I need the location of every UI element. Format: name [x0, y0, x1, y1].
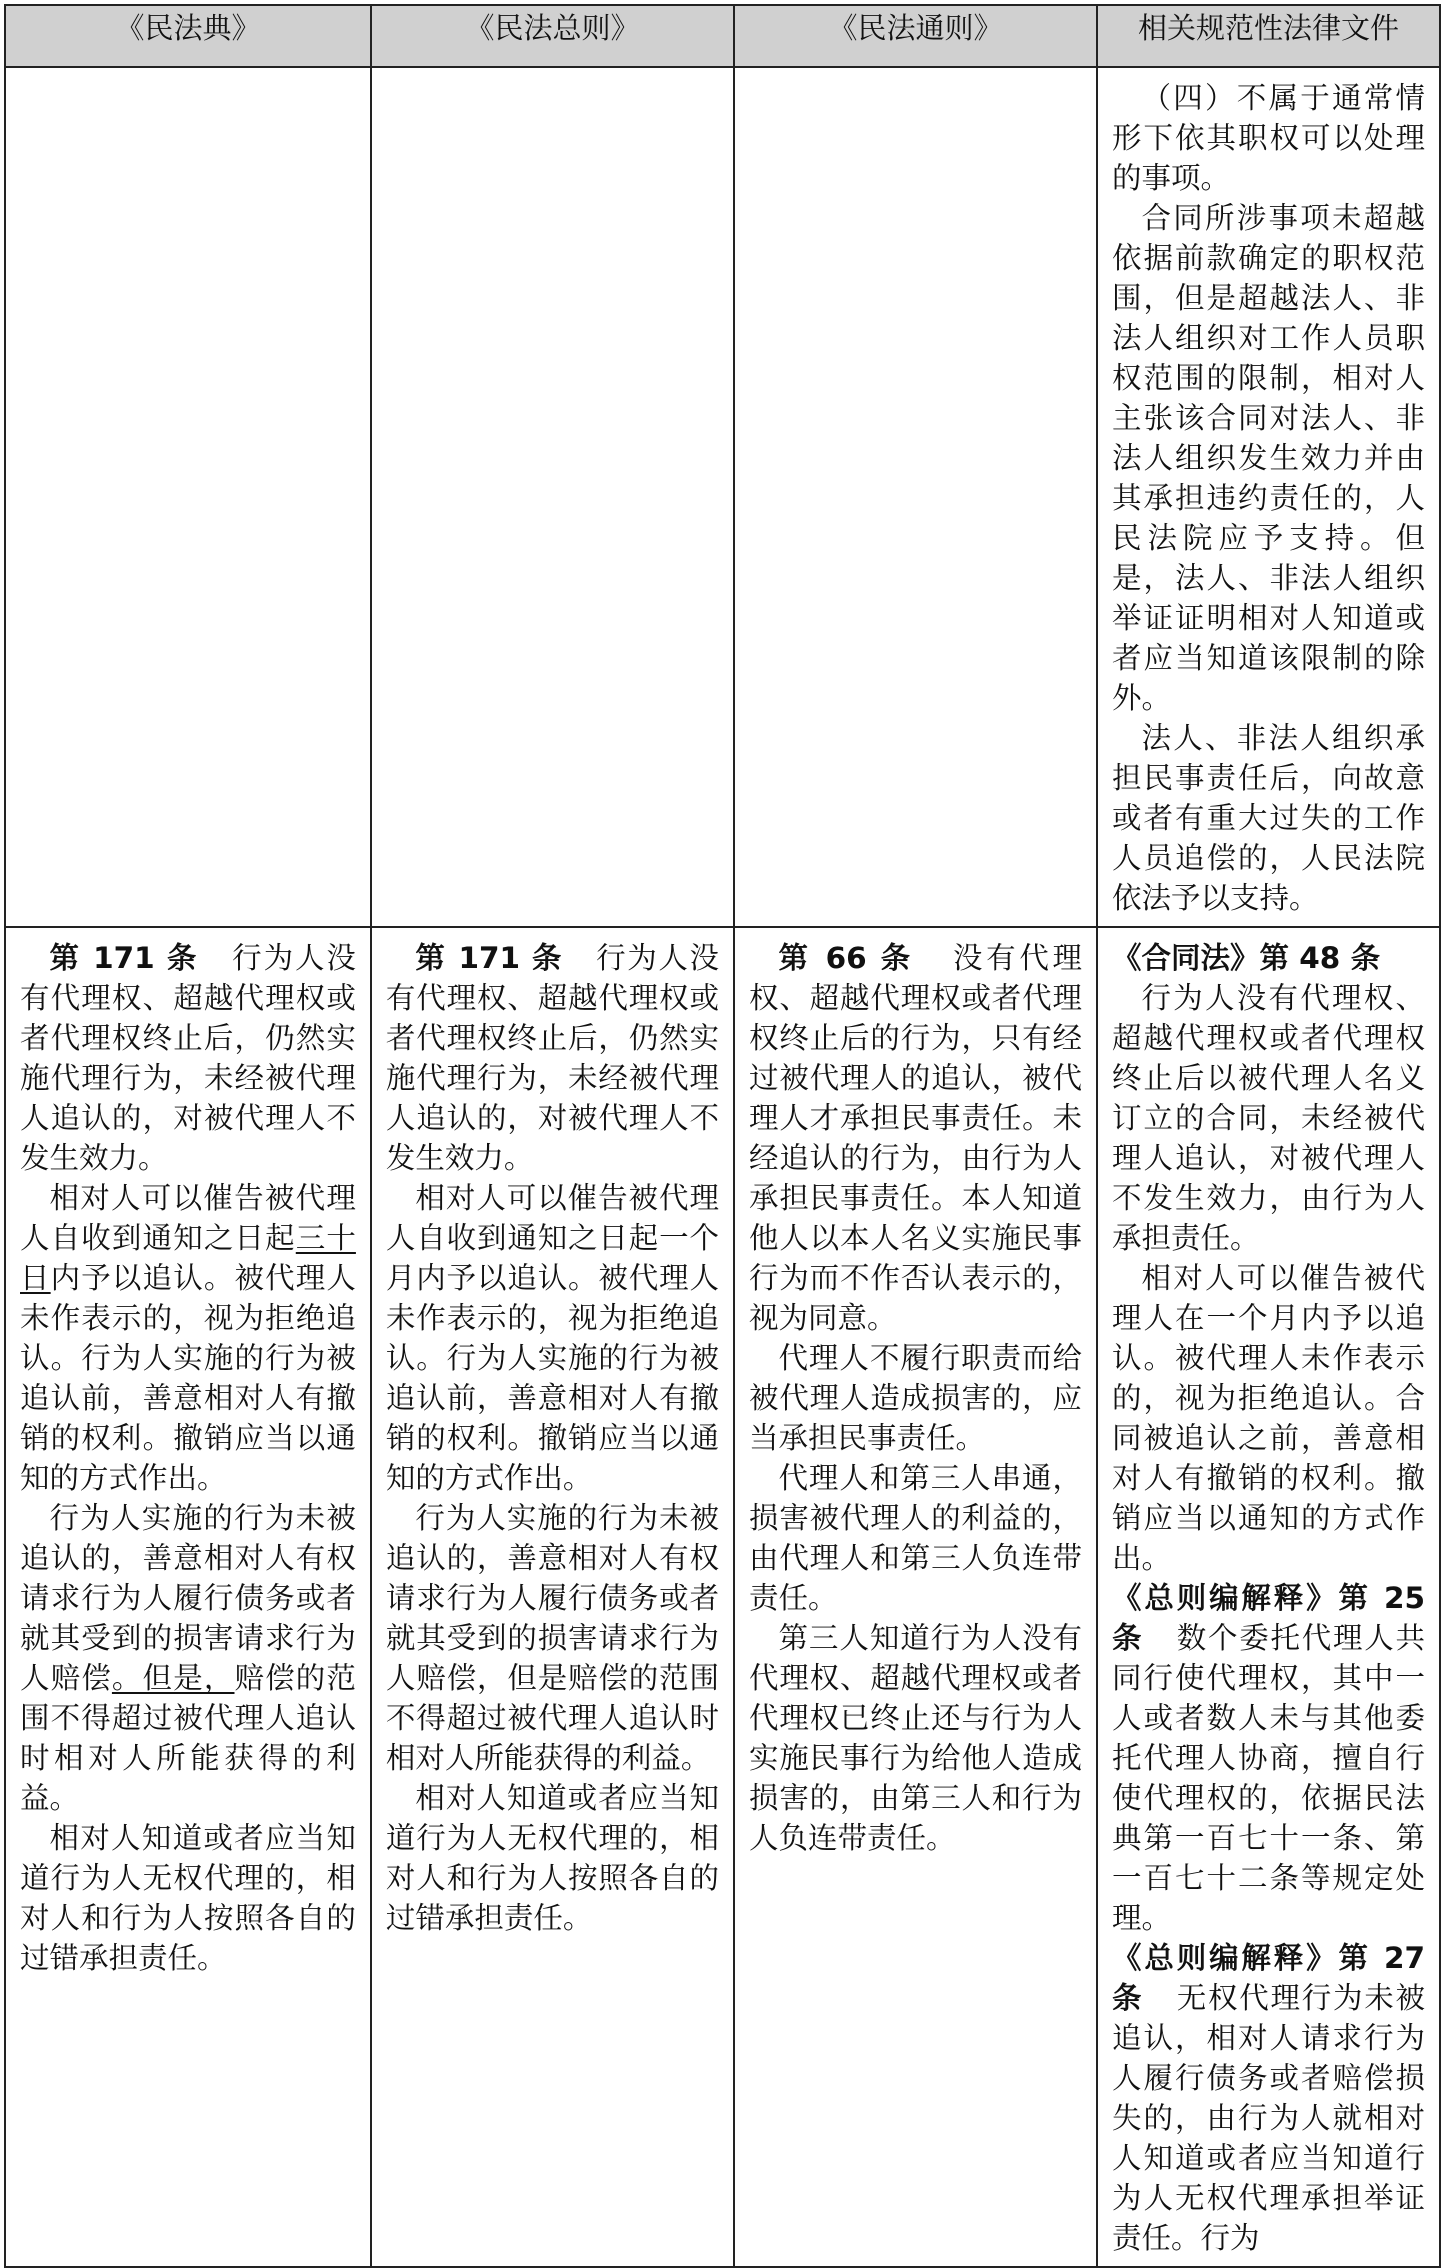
reference-text: 数个委托代理人共同行使代理权，其中一人或者数人未与其他委托代理人协商，擅自行使代理权的，依据民法典第一百七十一条、第一百七十二条等规定处理。: [1112, 1621, 1425, 1935]
table-row: [5, 67, 1440, 927]
article-number: 第 171 条: [415, 941, 564, 975]
article-paragraph: [20, 1498, 356, 1818]
general-provisions-article-171-cell: [371, 927, 734, 2267]
amended-text: 三十日: [20, 1221, 356, 1295]
reference-heading: 《合同法》第 48 条: [1112, 941, 1381, 975]
article-paragraph: 行为人实施的行为未被追认的，善意相对人有权请求行为人履行债务或者就其受到的损害请求行为人赔偿，但是赔偿的范围不得超过被代理人追认时相对人所能获得的利益。: [385, 1501, 719, 1775]
reference-title: [1112, 938, 1425, 978]
reference-text: 无权代理行为未被追认，相对人请求行为人履行债务或者赔偿损失的，由行为人就相对人知道或者应当知道行为人无权代理承担举证责任。行为: [1112, 1981, 1425, 2255]
row1-civil-code-cell: [5, 67, 371, 927]
article-paragraph: 相对人知道或者应当知道行为人无权代理的，相对人和行为人按照各自的过错承担责任。: [20, 1821, 356, 1975]
article-text: 行为人没有代理权、超越代理权或者代理权终止后，仍然实施代理行为，未经被代理人追认的，对被代理人不发生效力。: [20, 941, 356, 1175]
table-row: [5, 927, 1440, 2267]
row1-general-provisions-cell: [371, 67, 734, 927]
article-text: 行为人实施的行为未被追认的，善意相对人有权请求行为人履行债务或者就其受到的损害请求行为人赔偿: [20, 1501, 356, 1695]
header-general-principles: 《民法通则》: [734, 5, 1097, 67]
row1-related-documents-cell: [1097, 67, 1440, 927]
header-general-provisions: 《民法总则》: [371, 5, 734, 67]
article-text: 赔偿的范围不得超过被代理人追认时相对人所能获得的利益。: [20, 1661, 356, 1815]
row1-doc-paragraph: 合同所涉事项未超越依据前款确定的职权范围，但是超越法人、非法人组织对工作人员职权范围的限制，相对人主张该合同对法人、非法人组织发生效力并由其承担违约责任的，人民法院应予支持。但是，法人、非法人组织举证证明相对人知道或者应当知道该限制的除外。: [1112, 201, 1425, 715]
related-documents-cell: [1097, 927, 1440, 2267]
article-paragraph: 代理人和第三人串通，损害被代理人的利益的，由代理人和第三人负连带责任。: [748, 1461, 1083, 1615]
header-row: [5, 5, 1440, 67]
article-number: 第 66 条: [778, 941, 914, 975]
row1-doc-paragraph: （四）不属于通常情形下依其职权可以处理的事项。: [1112, 81, 1425, 195]
article-text: 内予以追认。被代理人未作表示的，视为拒绝追认。行为人实施的行为被追认前，善意相对人有撤销的权利。撤销应当以通知的方式作出。: [20, 1261, 356, 1495]
header-related-documents: 相关规范性法律文件: [1097, 5, 1440, 67]
reference-heading: 《总则编解释》第 27 条: [1112, 1941, 1425, 2015]
reference-paragraph: 相对人可以催告被代理人在一个月内予以追认。被代理人未作表示的，视为拒绝追认。合同被追认之前，善意相对人有撤销的权利。撤销应当以通知的方式作出。: [1112, 1261, 1425, 1575]
civil-code-article-171-cell: [5, 927, 371, 2267]
article-paragraph: 相对人知道或者应当知道行为人无权代理的，相对人和行为人按照各自的过错承担责任。: [385, 1781, 719, 1935]
article-text: 相对人可以催告被代理人自收到通知之日起: [20, 1181, 356, 1255]
article-paragraph: [20, 938, 356, 1178]
article-text: 没有代理权、超越代理权或者代理权终止后的行为，只有经过被代理人的追认，被代理人才承担民事责任。未经追认的行为，由行为人承担民事责任。本人知道他人以本人名义实施民事行为而不作否认表示的，视为同意。: [748, 941, 1083, 1335]
reference-paragraph: [1112, 1578, 1425, 1938]
article-text: 行为人没有代理权、超越代理权或者代理权终止后，仍然实施代理行为，未经被代理人追认的，对被代理人不发生效力。: [385, 941, 719, 1175]
general-principles-article-66-cell: [734, 927, 1097, 2267]
article-paragraph: 第三人知道行为人没有代理权、超越代理权或者代理权已终止还与行为人实施民事行为给他人造成损害的，由第三人和行为人负连带责任。: [748, 1621, 1083, 1855]
reference-heading: 《总则编解释》第 25 条: [1112, 1581, 1425, 1655]
article-paragraph: [20, 1178, 356, 1498]
row1-general-principles-cell: [734, 67, 1097, 927]
article-paragraph: [386, 938, 719, 1178]
reference-paragraph: [1112, 1938, 1425, 2258]
amended-text: 。但是，: [111, 1661, 235, 1695]
article-paragraph: 相对人可以催告被代理人自收到通知之日起一个月内予以追认。被代理人未作表示的，视为拒绝追认。行为人实施的行为被追认前，善意相对人有撤销的权利。撤销应当以通知的方式作出。: [385, 1181, 719, 1495]
comparison-page: [4, 4, 1441, 2255]
article-paragraph: [749, 938, 1082, 1338]
reference-paragraph: 行为人没有代理权、超越代理权或者代理权终止后以被代理人名义订立的合同，未经被代理人追认，对被代理人不发生效力，由行为人承担责任。: [1112, 981, 1425, 1255]
header-civil-code: 《民法典》: [5, 5, 371, 67]
article-paragraph: 代理人不履行职责而给被代理人造成损害的，应当承担民事责任。: [748, 1341, 1083, 1455]
row1-doc-paragraph: 法人、非法人组织承担民事责任后，向故意或者有重大过失的工作人员追偿的，人民法院依法予以支持。: [1112, 721, 1425, 915]
law-comparison-table: [4, 4, 1441, 2268]
article-number: 第 171 条: [49, 941, 199, 975]
